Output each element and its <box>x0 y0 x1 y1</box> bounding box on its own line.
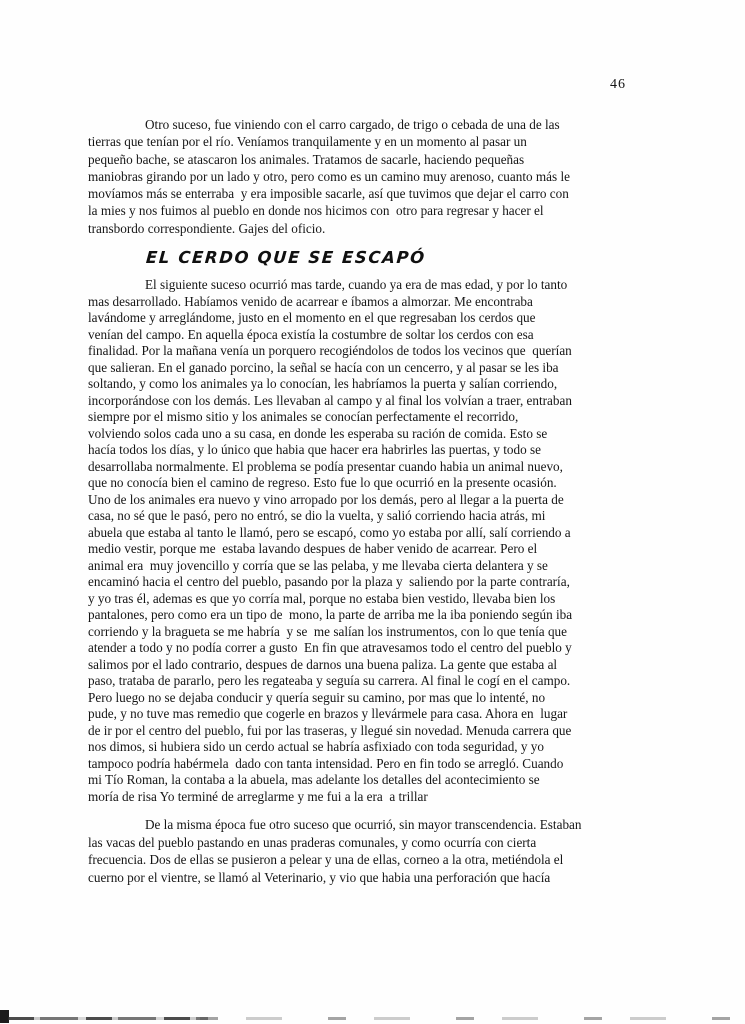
text-line: corriendo y la bragueta se me habría y se me salían los instrumentos, con lo que tenía que <box>88 623 567 639</box>
text-line: tierras que tenían por el río. Veníamos tranquilamente y en un momento al pasar un <box>88 134 527 150</box>
page-number: 46 <box>610 77 626 92</box>
text-line: mi Tío Roman, la contaba a la abuela, mas adelante los detalles del acontecimiento se <box>88 772 540 787</box>
text-line: mas desarrollado. Habíamos venido de acarrear e íbamos a almorzar. Me encontraba <box>88 293 533 309</box>
paragraph-cows-incident <box>88 816 688 887</box>
paragraph-escaped-pig-story <box>88 277 688 805</box>
text-line: El siguiente suceso ocurrió mas tarde, cuando ya era de mas edad, y por lo tanto <box>145 277 568 292</box>
text-line: Otro suceso, fue viniendo con el carro cargado, de trigo o cebada de una de las <box>145 117 560 132</box>
text-line: volviendo solos cada uno a su casa, en donde les esperaba su ración de comida. Esto se <box>88 425 548 441</box>
text-line: que salieran. En el ganado porcino, la señal se hacía con un cencerro, y al pasar se les iba <box>88 359 559 375</box>
text-line: transbordo correspondiente. Gajes del oficio. <box>88 220 326 236</box>
text-line: la mies y nos fuimos al pueblo en donde nos hicimos con otro para regresar y hacer el <box>88 203 544 219</box>
text-line: movíamos más se enterraba y era imposible sacarle, así que tuvimos que dejar el carro con <box>88 186 569 202</box>
text-line: que no conocía bien el camino de regreso. Esto fue lo que ocurrió en la presente ocasión. <box>88 475 557 490</box>
text-line: venían del campo. En aquella época existía la costumbre de soltar los cerdos con esa <box>88 326 534 342</box>
section-heading: EL CERDO QUE SE ESCAPÓ <box>145 248 427 267</box>
text-line: y yo tras él, ademas es que yo corría mal, porque no estaba bien vestido, llevaba bien los <box>88 590 556 606</box>
text-line: finalidad. Por la mañana venía un porquero recogiéndolos de todos los vecinos que querían <box>88 343 572 358</box>
text-line: pequeño bache, se atascaron los animales. Tratamos de sacarle, haciendo pequeñas <box>88 151 525 167</box>
text-line: casa, no sé que le pasó, pero no entró, se dio la vuelta, y salió corriendo hacia atrás, mi <box>88 508 546 523</box>
text-line: siempre por el mismo sitio y los animales se conocían perfectamente el recorrido, <box>88 409 519 424</box>
text-line: encaminó hacia el centro del pueblo, pasando por la plaza y saliendo por la parte contraría, <box>88 574 570 589</box>
text-line: incorporándose con los demás. Les llevaban al campo y al final los volvían a traer, entraban <box>88 392 572 408</box>
text-line: pude, y no tuve mas remedio que cogerle en brazos y llevármele para casa. Ahora en lugar <box>88 706 568 721</box>
text-line: soltando, y como los animales ya lo conocían, les habríamos la puerta y salían corriendo, <box>88 376 558 391</box>
paragraph-cart-incident <box>88 116 688 237</box>
text-line: abuela que estaba al tanto le llamó, pero se escapó, como yo estaba por allí, salí corriendo a <box>88 524 571 540</box>
text-line: nos dimos, si hubiera sido un cerdo actual se habría asfixiado con toda seguridad, y yo <box>88 739 544 754</box>
text-line: salimos por el lado contrario, despues de darnos una buena paliza. La gente que estaba al <box>88 656 558 672</box>
text-line: frecuencia. Dos de ellas se pusieron a pelear y una de ellas, corneo a la otra, metiéndola el <box>88 852 564 868</box>
text-line: cuerno por el vientre, se llamó al Veterinario, y vio que habia una perforación que hacía <box>88 870 551 886</box>
text-line: atender a todo y no podía correr a gusto En fin que atravesamos todo el centro del pueblo y <box>88 640 572 655</box>
text-line: desarrollaba normalmente. El problema se podía presentar cuando habia un animal nuevo, <box>88 458 563 474</box>
scan-artifact-bottom-line-dashes <box>200 1017 745 1020</box>
text-line: Uno de los animales era nuevo y vino arropado por los demás, pero al llegar a la puerta de <box>88 491 564 507</box>
text-line: moría de risa Yo terminé de arreglarme y me fui a la era a trillar <box>88 788 428 804</box>
text-line: las vacas del pueblo pastando en unas praderas comunales, y como ocurría con cierta <box>88 834 537 850</box>
text-line: medio vestir, porque me estaba lavando despues de haber venido de acarrear. Pero el <box>88 541 538 556</box>
text-line: paso, trataba de pararlo, pero les regateaba y seguía su carrera. Al final le cogí en el campo. <box>88 673 571 688</box>
text-line: de ir por el centro del pueblo, fui por las traseras, y llegué sin novedad. Menuda carrera que <box>88 722 572 738</box>
text-line: animal era muy jovencillo y corría que se las pelaba, y me llevaba cierta delantera y se <box>88 557 548 573</box>
text-line: De la misma época fue otro suceso que ocurrió, sin mayor transcendencia. Estaban <box>145 817 582 832</box>
text-line: hacía todos los días, y lo único que habia que hacer era habrirles las puertas, y todo se <box>88 442 541 457</box>
scan-artifact-bottom-line-left <box>8 1017 208 1020</box>
text-line: lavándome y arreglándome, justo en el momento en el que regresaban los cerdos que <box>88 310 536 325</box>
text-line: Pero luego no se dejaba conducir y quería seguir su camino, por mas que lo intenté, no <box>88 689 546 705</box>
text-line: pantalones, pero como era un tipo de mono, la parte de arriba me la iba poniendo según iba <box>88 607 573 622</box>
text-line: tampoco podría habérmela dado con tanta intensidad. Pero en fin todo se arregló. Cuando <box>88 755 564 771</box>
text-line: maniobras girando por un lado y otro, pero como es un camino muy arenoso, cuanto más le <box>88 168 570 184</box>
